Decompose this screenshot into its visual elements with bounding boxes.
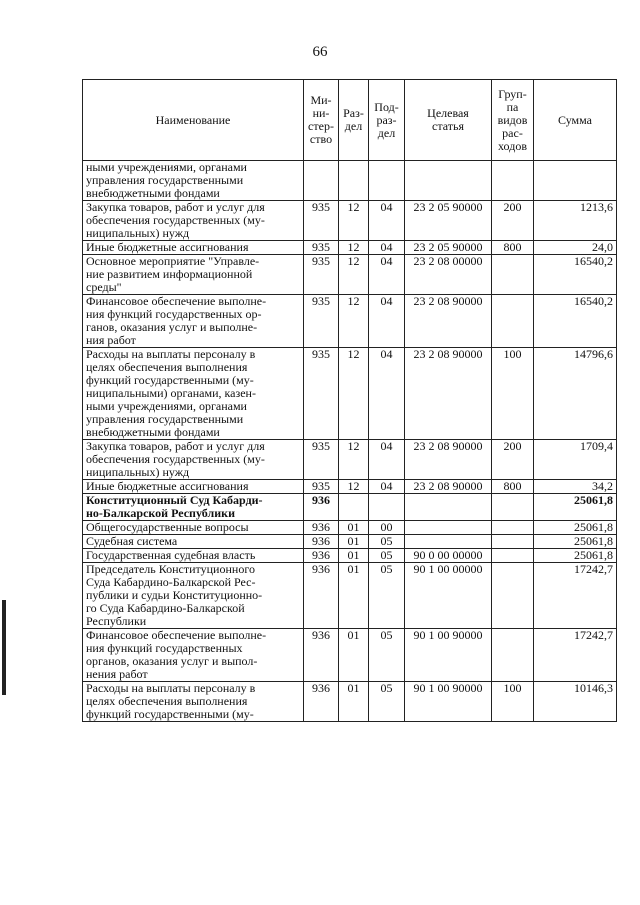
cell-ministry: 935 xyxy=(304,440,339,480)
cell-name: Расходы на выплаты персоналу в целях обеспечения выполнения функций государственными (му- ниципальными) органами, казен- ными учреждениями, органами управления государственными внебюджетными фондами xyxy=(83,348,304,440)
col-header-ministry xyxy=(304,80,339,161)
cell-ministry: 936 xyxy=(304,629,339,682)
cell-expense-group: 100 xyxy=(492,682,534,722)
cell-subsection: 05 xyxy=(369,563,405,629)
cell-amount: 10146,3 xyxy=(534,682,617,722)
cell-subsection: 05 xyxy=(369,549,405,563)
table-header-row xyxy=(83,80,617,161)
cell-ministry: 935 xyxy=(304,348,339,440)
header-label: Под- раз- дел xyxy=(374,99,399,140)
cell-expense-group xyxy=(492,563,534,629)
cell-section: 12 xyxy=(339,201,369,241)
cell-section: 01 xyxy=(339,682,369,722)
cell-target-article: 23 2 05 90000 xyxy=(405,201,492,241)
scan-edge-mark xyxy=(2,600,6,695)
cell-subsection xyxy=(369,161,405,201)
cell-expense-group xyxy=(492,629,534,682)
header-label: Сумма xyxy=(558,112,592,127)
page-number: 66 xyxy=(312,44,328,60)
cell-amount: 17242,7 xyxy=(534,563,617,629)
cell-ministry xyxy=(304,161,339,201)
cell-name: Общегосударственные вопросы xyxy=(83,521,304,535)
table-row xyxy=(83,480,617,494)
cell-amount: 14796,6 xyxy=(534,348,617,440)
table-row xyxy=(83,563,617,629)
cell-name: Конституционный Суд Кабарди- но-Балкарской Республики xyxy=(83,494,304,521)
cell-subsection: 04 xyxy=(369,295,405,348)
cell-amount: 25061,8 xyxy=(534,535,617,549)
cell-target-article xyxy=(405,161,492,201)
cell-expense-group: 100 xyxy=(492,348,534,440)
cell-amount: 34,2 xyxy=(534,480,617,494)
cell-expense-group xyxy=(492,494,534,521)
budget-table xyxy=(82,79,617,722)
cell-subsection: 05 xyxy=(369,535,405,549)
table-row xyxy=(83,549,617,563)
cell-name: Иные бюджетные ассигнования xyxy=(83,241,304,255)
cell-name: Иные бюджетные ассигнования xyxy=(83,480,304,494)
col-header-name xyxy=(83,80,304,161)
cell-ministry: 936 xyxy=(304,682,339,722)
table-row xyxy=(83,440,617,480)
cell-ministry: 935 xyxy=(304,241,339,255)
header-label: Раз- дел xyxy=(343,106,364,133)
cell-target-article: 90 0 00 00000 xyxy=(405,549,492,563)
cell-target-article: 90 1 00 00000 xyxy=(405,563,492,629)
cell-section: 01 xyxy=(339,521,369,535)
header-label: Груп- па видов рас- ходов xyxy=(497,86,528,153)
cell-section: 12 xyxy=(339,440,369,480)
cell-subsection: 05 xyxy=(369,682,405,722)
col-header-target-article xyxy=(405,80,492,161)
cell-section: 01 xyxy=(339,629,369,682)
cell-section xyxy=(339,161,369,201)
cell-name: Закупка товаров, работ и услуг для обеспечения государственных (му- ниципальных) нужд xyxy=(83,440,304,480)
table-row xyxy=(83,295,617,348)
cell-amount: 16540,2 xyxy=(534,255,617,295)
cell-subsection: 04 xyxy=(369,348,405,440)
cell-ministry: 935 xyxy=(304,255,339,295)
cell-ministry: 936 xyxy=(304,521,339,535)
cell-expense-group: 200 xyxy=(492,201,534,241)
col-header-subsection xyxy=(369,80,405,161)
cell-name: Финансовое обеспечение выполне- ния функций государственных ор- ганов, оказания услуг и выполне- ния работ xyxy=(83,295,304,348)
col-header-amount xyxy=(534,80,617,161)
table-row xyxy=(83,161,617,201)
table-row xyxy=(83,201,617,241)
cell-name: Закупка товаров, работ и услуг для обеспечения государственных (му- ниципальных) нужд xyxy=(83,201,304,241)
table-row xyxy=(83,494,617,521)
cell-subsection: 04 xyxy=(369,480,405,494)
cell-expense-group xyxy=(492,549,534,563)
col-header-section xyxy=(339,80,369,161)
cell-amount: 24,0 xyxy=(534,241,617,255)
cell-expense-group xyxy=(492,161,534,201)
cell-subsection: 00 xyxy=(369,521,405,535)
table-row xyxy=(83,629,617,682)
table-row xyxy=(83,521,617,535)
cell-ministry: 936 xyxy=(304,535,339,549)
cell-section: 12 xyxy=(339,295,369,348)
cell-section: 12 xyxy=(339,255,369,295)
cell-section: 12 xyxy=(339,348,369,440)
table-row xyxy=(83,348,617,440)
cell-name: Государственная судебная власть xyxy=(83,549,304,563)
cell-subsection: 05 xyxy=(369,629,405,682)
cell-ministry: 936 xyxy=(304,563,339,629)
cell-target-article: 23 2 08 90000 xyxy=(405,440,492,480)
cell-target-article xyxy=(405,535,492,549)
cell-target-article: 23 2 08 90000 xyxy=(405,295,492,348)
cell-name: Финансовое обеспечение выполне- ния функций государственных органов, оказания услуг и выпол- нения работ xyxy=(83,629,304,682)
table-row xyxy=(83,241,617,255)
table-row xyxy=(83,255,617,295)
header-label: Наименование xyxy=(155,112,231,127)
cell-name: ными учреждениями, органами управления государственными внебюджетными фондами xyxy=(83,161,304,201)
cell-name: Председатель Конституционного Суда Кабардино-Балкарской Рес- публики и судьи Конституционно- го Суда Кабардино-Балкарской Республики xyxy=(83,563,304,629)
cell-name: Судебная система xyxy=(83,535,304,549)
cell-expense-group xyxy=(492,521,534,535)
cell-ministry: 935 xyxy=(304,480,339,494)
cell-amount: 1709,4 xyxy=(534,440,617,480)
cell-amount: 16540,2 xyxy=(534,295,617,348)
cell-amount: 17242,7 xyxy=(534,629,617,682)
cell-ministry: 936 xyxy=(304,494,339,521)
header-label: Целевая статья xyxy=(427,106,469,133)
cell-target-article: 23 2 05 90000 xyxy=(405,241,492,255)
cell-amount: 25061,8 xyxy=(534,494,617,521)
table-row xyxy=(83,535,617,549)
table-row xyxy=(83,682,617,722)
cell-amount: 25061,8 xyxy=(534,521,617,535)
cell-section: 12 xyxy=(339,480,369,494)
cell-expense-group: 800 xyxy=(492,480,534,494)
cell-expense-group: 800 xyxy=(492,241,534,255)
cell-section: 01 xyxy=(339,549,369,563)
cell-target-article xyxy=(405,521,492,535)
cell-ministry: 935 xyxy=(304,201,339,241)
cell-name: Основное мероприятие "Управле- ние развитием информационной среды" xyxy=(83,255,304,295)
cell-amount xyxy=(534,161,617,201)
cell-section: 01 xyxy=(339,535,369,549)
cell-expense-group xyxy=(492,535,534,549)
cell-target-article: 23 2 08 00000 xyxy=(405,255,492,295)
cell-expense-group xyxy=(492,255,534,295)
cell-name: Расходы на выплаты персоналу в целях обеспечения выполнения функций государственными (му- xyxy=(83,682,304,722)
cell-target-article xyxy=(405,494,492,521)
cell-subsection: 04 xyxy=(369,201,405,241)
cell-ministry: 936 xyxy=(304,549,339,563)
cell-section: 12 xyxy=(339,241,369,255)
table-body xyxy=(83,161,617,722)
col-header-expense-group xyxy=(492,80,534,161)
cell-amount: 1213,6 xyxy=(534,201,617,241)
cell-expense-group: 200 xyxy=(492,440,534,480)
cell-target-article: 90 1 00 90000 xyxy=(405,629,492,682)
cell-subsection: 04 xyxy=(369,255,405,295)
cell-target-article: 23 2 08 90000 xyxy=(405,348,492,440)
header-label: Ми- ни- стер- ство xyxy=(308,93,334,146)
cell-expense-group xyxy=(492,295,534,348)
cell-section: 01 xyxy=(339,563,369,629)
cell-subsection: 04 xyxy=(369,241,405,255)
cell-target-article: 90 1 00 90000 xyxy=(405,682,492,722)
cell-target-article: 23 2 08 90000 xyxy=(405,480,492,494)
cell-subsection xyxy=(369,494,405,521)
cell-subsection: 04 xyxy=(369,440,405,480)
cell-section xyxy=(339,494,369,521)
cell-ministry: 935 xyxy=(304,295,339,348)
cell-amount: 25061,8 xyxy=(534,549,617,563)
